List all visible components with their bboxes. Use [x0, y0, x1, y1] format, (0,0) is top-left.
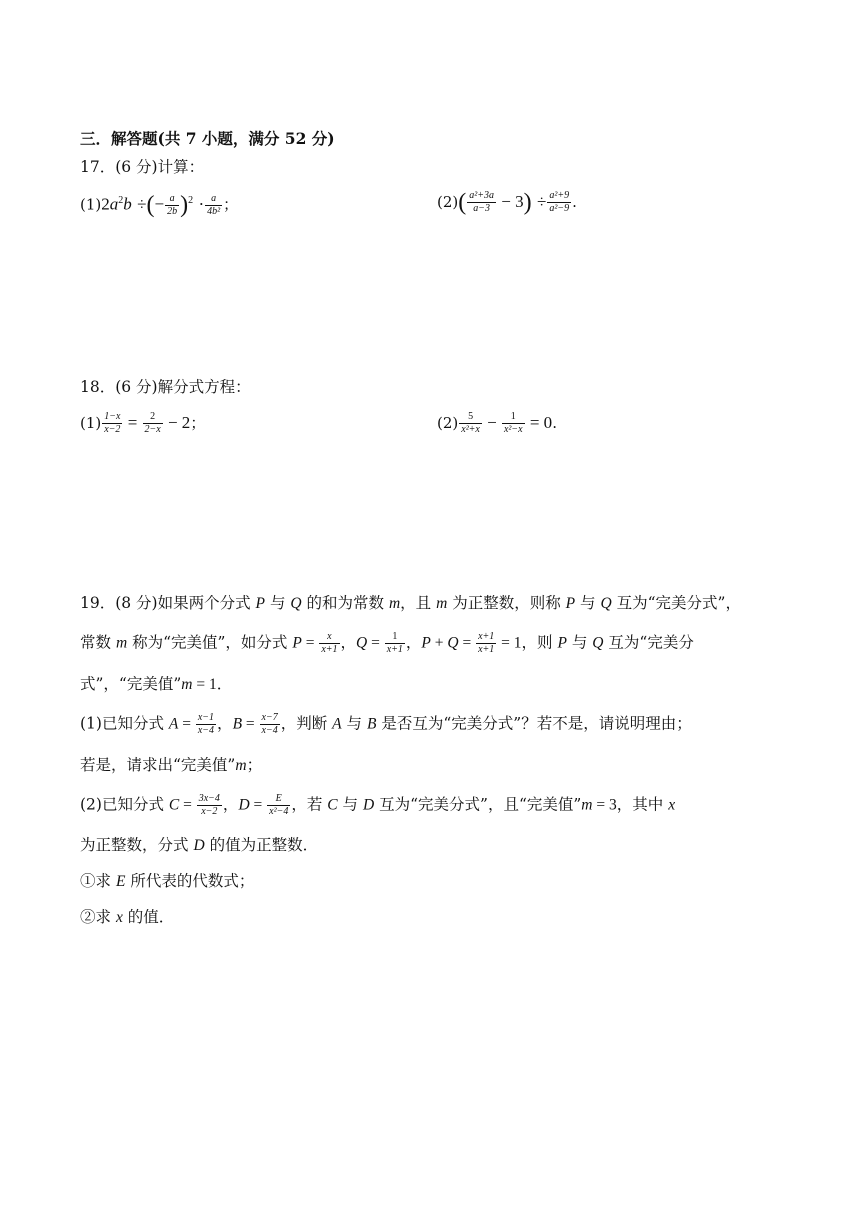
q19-part2-line2: 为正整数，分式 D 的值为正整数．	[80, 836, 319, 854]
text: ，	[222, 795, 239, 814]
q19-line2: 常数 m 称为“完美值”，如分式 P = $\frac{x}{x+1}$ ，Q = $\frac{1}{x+1}$ ，P + Q = $\frac{x+1}{x+1}$ = 1，则 P 与 Q 互为“完美分	[80, 631, 694, 655]
text: 的值．	[122, 908, 175, 926]
text: 所代表的代数式；	[125, 872, 255, 890]
q18-part1-end: ；	[190, 414, 206, 432]
text: ．	[216, 675, 233, 693]
q18-part1-label: (1)	[80, 414, 102, 432]
text: 称为“完美值”，如分式	[127, 633, 293, 652]
q17-header: 17．(6 分)计算：	[80, 158, 205, 176]
text: 为正整数，则称	[447, 594, 566, 612]
q18-part2-label: (2)	[437, 414, 459, 432]
text: 互为“完美分式”，且“完美值”	[374, 795, 582, 814]
text: ①求	[80, 872, 116, 890]
text: 与	[566, 633, 593, 652]
text: ，其中	[616, 795, 669, 814]
q17-part2-label: (2)	[437, 193, 459, 211]
text: ，	[217, 714, 233, 733]
q19-part1-line1: (1)已知分式 A = $\frac{x-1}{x-4}$ ，B = $\frac{x-7}{x-4}$ ，判断 A 与 B 是否互为“完美分式”？若不是，请说明理由；	[80, 712, 692, 736]
q19-sub1: ①求 E 所代表的代数式；	[80, 872, 255, 890]
text: 若是，请求出“完美值”	[80, 756, 236, 774]
text: ，	[405, 633, 422, 652]
text: ，判断	[280, 714, 333, 733]
q19-line3: 式”，“完美值”m = 1．	[80, 675, 233, 693]
text: 式”，“完美值”	[80, 675, 182, 693]
q19-part1-line2: 若是，请求出“完美值”m；	[80, 756, 263, 774]
text: (2)已知分式	[80, 795, 169, 814]
text: 与	[575, 594, 601, 612]
text: 为正整数，分式	[80, 836, 194, 854]
q18-part2-end: .	[552, 414, 557, 432]
text: 与	[337, 795, 363, 814]
text: 是否互为“完美分式”？若不是，请说明理由；	[376, 714, 692, 733]
text: ，则	[521, 633, 558, 652]
q17-part1-label: (1)	[80, 195, 102, 214]
text: 互为“完美分	[603, 633, 694, 652]
text: 互为“完美分式”，	[611, 594, 741, 612]
q17-part2: (2)( $\frac{\text{a²+3a}}{a-3}$ − 3) ÷ $\frac{\text{a²+9}}{\text{a²−9}}$ .	[437, 189, 577, 216]
text: ，	[340, 633, 357, 652]
q19-sub2: ②求 x 的值．	[80, 908, 175, 926]
q19-part2-line1: (2)已知分式 C = $\frac{3x-4}{x-2}$ ，D = $\frac{E}{\text{x²−4}}$ ，若 C 与 D 互为“完美分式”，且“完美值”m = 3，其中 x	[80, 793, 676, 817]
text: (1)已知分式	[80, 714, 169, 733]
text: ，且	[400, 594, 437, 612]
q18-header: 18．(6 分)解分式方程：	[80, 378, 251, 396]
text: ②求	[80, 908, 116, 926]
text: 的值为正整数．	[204, 836, 319, 854]
q17-part1: $(1)2a^2b$ ÷(− $\frac{a}{2b}$ )$^2$ · $\frac{a}{\text{4b²}}$ ；	[80, 192, 239, 219]
q19-line1: 19．(8 分)如果两个分式 P 与 Q 的和为常数 m，且 m 为正整数，则称 P 与 Q 互为“完美分式”，	[80, 594, 741, 612]
text: 的和为常数	[301, 594, 389, 612]
q17-part2-end: .	[572, 193, 577, 211]
text: 19．(8 分)如果两个分式	[80, 594, 256, 612]
text: ；	[246, 756, 263, 774]
text: 常数	[80, 633, 116, 652]
section-title: 三．解答题(共 7 小题，满分 52 分)	[80, 129, 335, 148]
q17-part1-end: ；	[223, 195, 239, 214]
q18-part2: (2) $\frac{5}{\text{x²+x}}$ − $\frac{1}{\text{x²−x}}$ = 0.	[437, 411, 557, 435]
text: 与	[265, 594, 291, 612]
text: ，若	[291, 795, 328, 814]
q18-part1: (1) $\frac{1-x}{x-2}$ = $\frac{2}{2-x}$ − 2；	[80, 411, 206, 435]
text: 与	[341, 714, 367, 733]
